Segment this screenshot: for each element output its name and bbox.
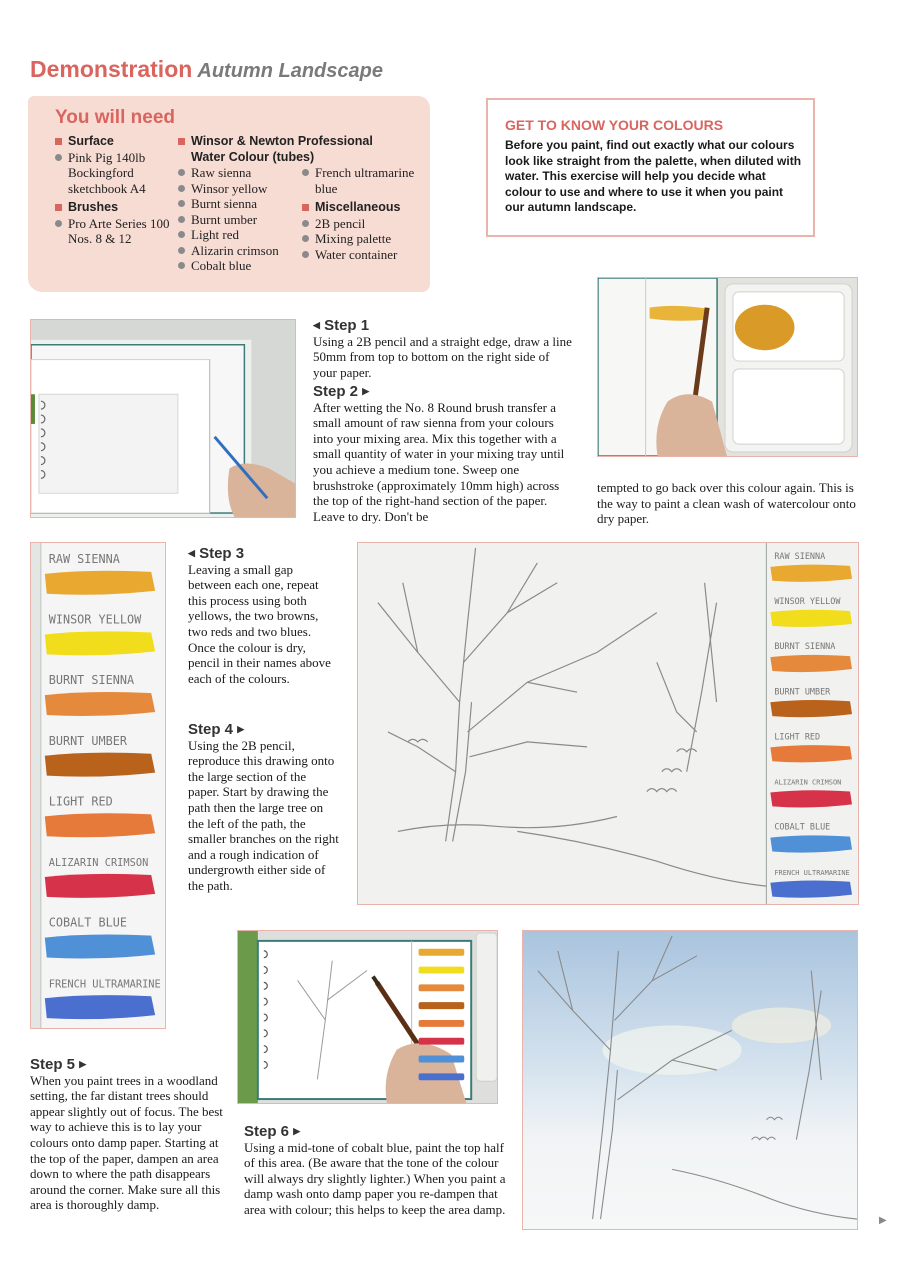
step-6-title: Step 6 [244, 1123, 290, 1140]
swatch-label: COBALT BLUE [48, 915, 127, 930]
swatch-label: BURNT SIENNA [48, 673, 135, 688]
photo-step2-palette [597, 277, 858, 457]
materials-category: Winsor & Newton Professional Water Colour (tubes) [178, 134, 373, 165]
paint-swatch [419, 1020, 465, 1027]
colours-info-title: GET TO KNOW YOUR COLOURS [505, 117, 724, 133]
swatch-label: BURNT UMBER [48, 733, 127, 748]
materials-column-3 [302, 165, 420, 262]
materials-category: Surface [55, 134, 173, 150]
paint-swatch [45, 813, 155, 837]
right-arrow-icon: ▶ [362, 386, 370, 396]
paint-swatch [770, 790, 852, 807]
step-5-text: When you paint trees in a woodland setting, the far distant trees should appear slightly out of focus. The best way to achieve this is to lay your colours onto damp paper. Starting at the top of the paper, dampen an area down to where the path disappears around the corner. Make sure all this area is thoroughly damp. [30, 1072, 223, 1213]
next-page-icon: ▶ [879, 1215, 887, 1226]
left-arrow-icon: ◀ [188, 548, 195, 558]
paint-swatch [419, 984, 465, 991]
materials-category: Brushes [55, 200, 173, 216]
step-1 [313, 318, 573, 380]
step-3 [188, 546, 338, 686]
materials-item: Burnt sienna [178, 196, 373, 212]
materials-heading: You will need [55, 107, 175, 128]
swatch-label: WINSOR YELLOW [774, 596, 841, 607]
paint-swatch [45, 995, 155, 1019]
paint-swatch [45, 874, 155, 898]
materials-item: Cobalt blue [178, 258, 373, 274]
swatch-label: COBALT BLUE [774, 821, 831, 832]
paint-swatch [45, 753, 155, 777]
swatch-label: FRENCH ULTRAMARINE [774, 868, 850, 877]
right-arrow-icon: ▶ [293, 1126, 301, 1136]
paint-swatch [419, 949, 465, 956]
paint-swatch [419, 1073, 465, 1080]
photo-step5-damp-paper [237, 930, 498, 1104]
materials-item: Raw sienna [178, 165, 373, 181]
materials-item: Pro Arte Series 100 Nos. 8 & 12 [55, 216, 173, 247]
page-title [30, 56, 383, 83]
paint-swatch [419, 1056, 465, 1063]
paint-swatch [45, 692, 155, 716]
photo-step1-drawing-line [30, 319, 296, 518]
step-4-text: Using the 2B pencil, reproduce this drawing onto the large section of the paper. Start by drawing the path then the large tree on the left of the path, the smaller branches on the right and a rough indication of undergrowth either side of the path. [188, 737, 339, 893]
materials-category: Miscellaneous [302, 200, 420, 216]
materials-item: Alizarin crimson [178, 243, 373, 259]
paint-swatch [419, 967, 465, 974]
swatch-label: FRENCH ULTRAMARINE [48, 978, 161, 991]
right-arrow-icon: ▶ [79, 1059, 87, 1069]
swatch-label: RAW SIENNA [774, 550, 826, 561]
materials-column-1 [55, 134, 173, 247]
materials-item: Water container [302, 247, 420, 263]
materials-item: Burnt umber [178, 212, 373, 228]
materials-item: 2B pencil [302, 216, 420, 232]
swatch-label: RAW SIENNA [48, 551, 120, 566]
paint-swatch [45, 571, 155, 595]
photo-swatch-strip [30, 542, 166, 1029]
paint-swatch [45, 935, 155, 959]
left-arrow-icon: ◀ [313, 320, 320, 330]
paint-swatch [45, 631, 155, 655]
paint-swatch [770, 835, 852, 852]
step-1-title: Step 1 [324, 317, 370, 334]
swatch-label: ALIZARIN CRIMSON [48, 856, 149, 870]
step-6 [244, 1124, 506, 1218]
step-5-title: Step 5 [30, 1056, 76, 1073]
step-3-title: Step 3 [199, 545, 245, 562]
materials-item: Mixing palette [302, 231, 420, 247]
swatch-label: LIGHT RED [48, 794, 113, 809]
step-3-text: Leaving a small gap between each one, repeat this process using both yellows, the two browns, two reds and two blues. Once the colour is dry, pencil in their names above each of the colours. [188, 561, 331, 686]
right-arrow-icon: ▶ [237, 724, 245, 734]
swatch-label: BURNT SIENNA [774, 641, 836, 652]
step-2-continued: tempted to go back over this colour again. This is the way to paint a clean wash of watercolour onto dry paper. [597, 480, 856, 527]
paint-swatch [770, 655, 852, 672]
paint-swatch [770, 700, 852, 717]
step-5 [30, 1057, 232, 1213]
swatch-label: WINSOR YELLOW [48, 612, 142, 627]
paint-swatch [770, 880, 852, 897]
title-sub: Autumn Landscape [197, 60, 383, 82]
paint-swatch [770, 565, 852, 582]
step-1-text: Using a 2B pencil and a straight edge, draw a line 50mm from top to bottom on the right side of your paper. [313, 333, 572, 380]
paint-swatch [419, 1002, 465, 1009]
paint-swatch [770, 745, 852, 762]
step-2-title: Step 2 [313, 383, 359, 400]
materials-item: Pink Pig 140lb Bockingford sketchbook A4 [55, 150, 173, 197]
materials-item: French ultramarine blue [302, 165, 420, 196]
swatch-label: LIGHT RED [774, 731, 821, 742]
materials-item: Winsor yellow [178, 181, 373, 197]
colours-info-text: Before you paint, find out exactly what our colours look like straight from the palette, when diluted with water. This exercise will help you decide what colour to use and where to use it when you paint our autumn landscape. [505, 138, 802, 214]
paint-swatch [419, 1038, 465, 1045]
step-2-text: After wetting the No. 8 Round brush transfer a small amount of raw sienna from your colours into your mixing area. Mix this together with a small quantity of water in your mixing tray until you achieve a medium tone. Sweep one brushstroke (approximately 10mm high) across the top of the right-hand section of the paper. Leave to dry. Don't be [313, 399, 565, 524]
step-4 [188, 722, 340, 894]
paint-swatch [770, 610, 852, 627]
photo-step6-blue-wash [522, 930, 858, 1230]
title-main: Demonstration [30, 56, 193, 82]
step-4-title: Step 4 [188, 721, 234, 738]
photo-step4-pencil-drawing [357, 542, 859, 905]
swatch-label: ALIZARIN CRIMSON [774, 778, 842, 787]
step-2 [313, 384, 577, 524]
materials-item: Light red [178, 227, 373, 243]
step-6-text: Using a mid-tone of cobalt blue, paint the top half of this area. (Be aware that the tone of the colour will always dry slightly lighter.) When you paint a damp wash onto damp paper you re-dampen that area with colour; this helps to keep the area damp. [244, 1139, 506, 1217]
swatch-label: BURNT UMBER [774, 686, 831, 697]
